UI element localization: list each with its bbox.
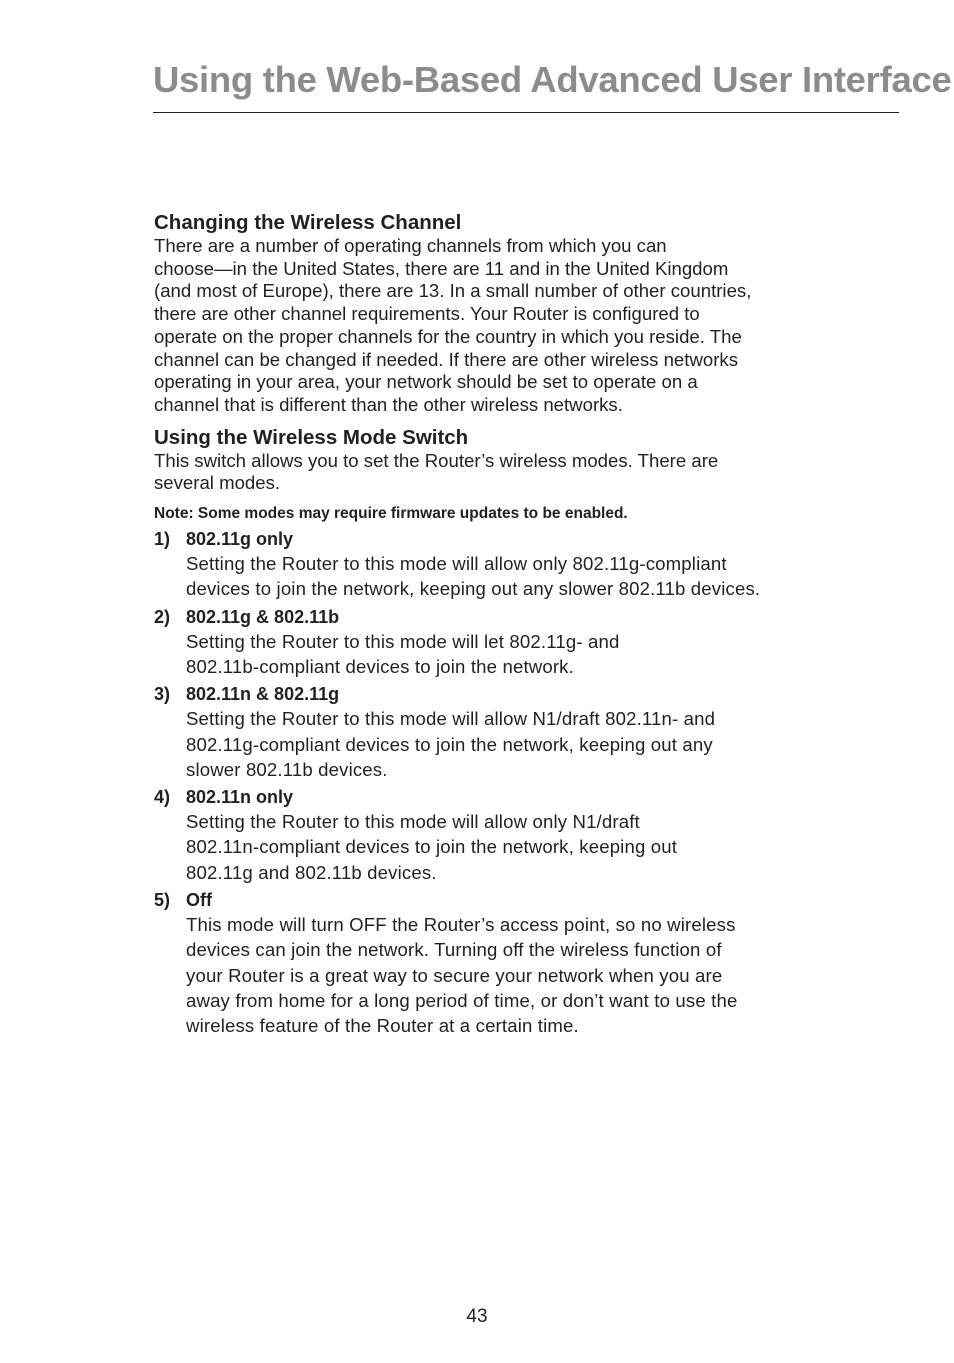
mode-list xyxy=(154,527,874,1038)
text-line: Setting the Router to this mode will allow only 802.11g-compliant xyxy=(186,553,727,575)
text-line: there are other channel requirements. Your Router is configured to xyxy=(154,303,700,325)
section-heading: Using the Wireless Mode Switch xyxy=(154,425,469,449)
header-divider xyxy=(153,112,899,113)
text-line: This switch allows you to set the Router’s wireless modes. There are xyxy=(154,449,719,471)
mode-description xyxy=(186,912,874,1038)
mode-item-802-11g-only xyxy=(154,527,874,602)
text-line: 802.11g-compliant devices to join the network, keeping out any xyxy=(186,733,713,755)
note-text: Note: Some modes may require firmware updates to be enabled. xyxy=(154,505,628,523)
page-number: 43 xyxy=(466,1306,488,1327)
mode-item-802-11g-and-802-11b xyxy=(154,605,874,680)
mode-number: 2) xyxy=(154,606,171,627)
mode-title: Off xyxy=(186,890,212,910)
text-line: This mode will turn OFF the Router’s access point, so no wireless xyxy=(186,914,736,935)
text-line: Setting the Router to this mode will let 802.11g- and xyxy=(186,630,620,652)
mode-title: 802.11n only xyxy=(186,787,294,808)
text-line: channel can be changed if needed. If there are other wireless networks xyxy=(154,348,738,370)
text-line: channel that is different than the other wireless networks. xyxy=(154,393,623,415)
mode-item-off xyxy=(154,888,874,1038)
text-line: There are a number of operating channels from which you can xyxy=(154,235,667,256)
text-line: 802.11g and 802.11b devices. xyxy=(186,861,437,883)
text-line: 802.11n-compliant devices to join the network, keeping out xyxy=(186,836,678,858)
text-line: away from home for a long period of time, or don’t want to use the xyxy=(186,989,738,1011)
section-body xyxy=(154,235,874,417)
text-line: Setting the Router to this mode will allow N1/draft 802.11n- and xyxy=(186,708,716,730)
mode-title: 802.11g only xyxy=(186,529,294,550)
text-line: wireless feature of the Router at a certain time. xyxy=(186,1015,579,1037)
text-line: Setting the Router to this mode will allow only N1/draft xyxy=(186,811,640,833)
page-title: Using the Web-Based Advanced User Interface xyxy=(153,59,952,100)
text-line: devices can join the network. Turning off the wireless function of xyxy=(186,939,722,961)
mode-item-802-11n-only xyxy=(154,785,874,885)
mode-description xyxy=(186,629,874,680)
text-line: operate on the proper channels for the country in which you reside. The xyxy=(154,325,742,347)
text-line: choose—in the United States, there are 11 and in the United Kingdom xyxy=(154,257,729,279)
text-line: (and most of Europe), there are 13. In a small number of other countries, xyxy=(154,280,752,302)
mode-number: 1) xyxy=(154,529,171,550)
text-line: slower 802.11b devices. xyxy=(186,758,388,780)
mode-title: 802.11n & 802.11g xyxy=(186,684,340,705)
text-line: several modes. xyxy=(154,472,281,494)
page-content xyxy=(154,211,874,1038)
mode-number: 4) xyxy=(154,787,171,808)
text-line: devices to join the network, keeping out any slower 802.11b devices. xyxy=(186,578,761,600)
mode-number: 5) xyxy=(154,890,171,910)
text-line: your Router is a great way to secure your network when you are xyxy=(186,964,723,986)
mode-description xyxy=(186,809,874,885)
mode-description xyxy=(186,551,874,602)
mode-number: 3) xyxy=(154,684,171,705)
section-body xyxy=(154,450,874,495)
page-header xyxy=(153,58,952,102)
mode-item-802-11n-and-802-11g xyxy=(154,682,874,782)
section-wireless-channel xyxy=(154,211,874,417)
text-line: operating in your area, your network should be set to operate on a xyxy=(154,371,698,393)
section-heading: Changing the Wireless Channel xyxy=(154,211,462,234)
text-line: 802.11b-compliant devices to join the network. xyxy=(186,655,574,677)
mode-description xyxy=(186,706,874,782)
mode-title: 802.11g & 802.11b xyxy=(186,606,340,627)
section-wireless-mode-switch xyxy=(154,426,874,1039)
